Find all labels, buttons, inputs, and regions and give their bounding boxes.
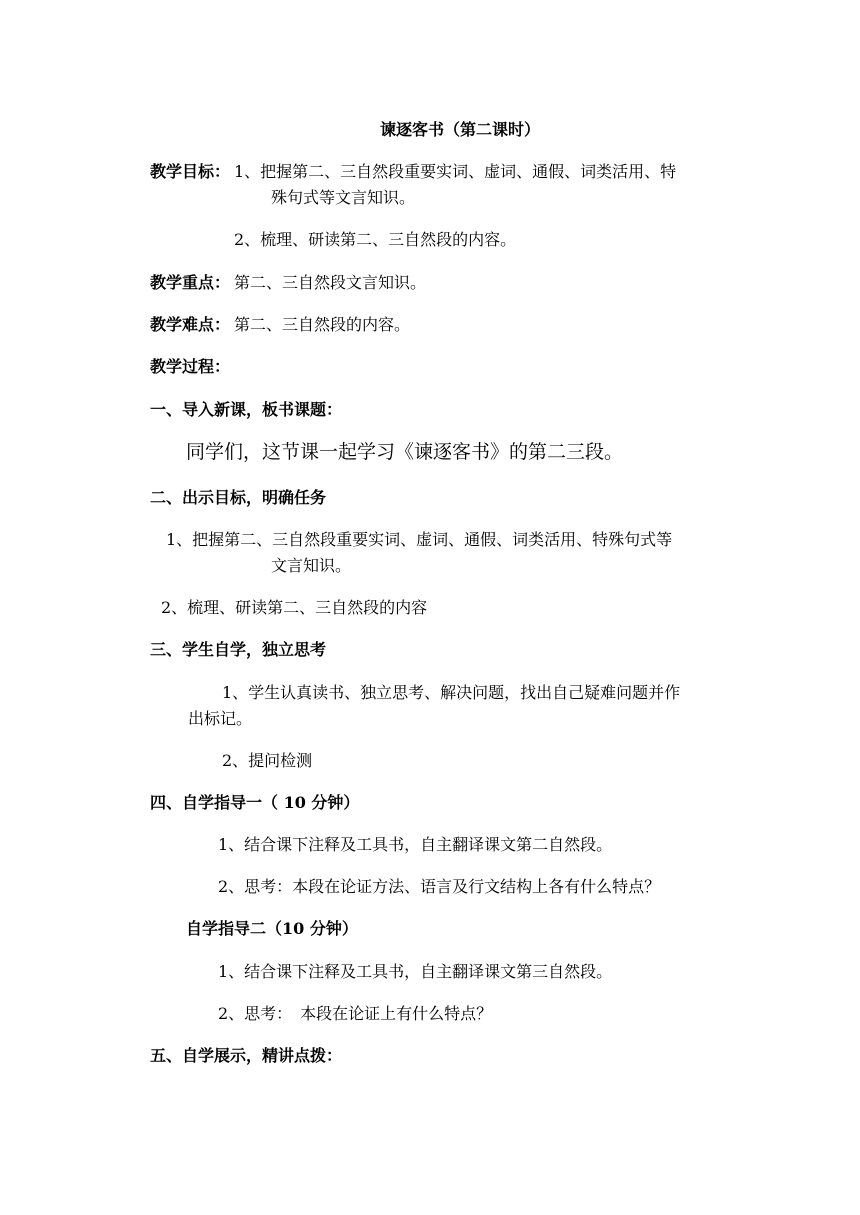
section-4-subheading: 自学指导二（10 分钟） [186,919,358,938]
objectives-label: 教学目标： [150,162,231,181]
objective-item-1-line-1: 1、把握第二、三自然段重要实词、虚词、通假、词类活用、特 [234,162,677,181]
document-title: 谏逐客书（第二课时） [380,120,541,139]
objective-item-1-line-2: 殊句式等文言知识。 [271,188,416,207]
section-4-heading: 四、自学指导一（ 10 分钟） [150,793,360,812]
key-points-text: 第二、三自然段文言知识。 [234,273,427,292]
section-2-item-1-line-2: 文言知识。 [271,556,352,575]
section-3-heading: 三、学生自学，独立思考 [150,640,327,659]
section-4-item-2: 2、思考：本段在论证方法、语言及行文结构上各有什么特点？ [218,877,661,896]
section-2-item-2: 2、梳理、研读第二、三自然段的内容 [161,598,428,617]
objective-item-2: 2、梳理、研读第二、三自然段的内容。 [234,230,517,249]
section-3-item-1-line-1: 1、学生认真读书、独立思考、解决问题，找出自己疑难问题并作 [222,683,681,702]
section-2-heading: 二、出示目标，明确任务 [150,488,327,507]
section-1-text: 同学们，这节课一起学习《谏逐客书》的第二三段。 [186,441,624,463]
section-4-sub-item-2: 2、思考： 本段在论证上有什么特点？ [218,1004,493,1023]
section-1-heading: 一、导入新课，板书课题： [150,400,343,419]
difficulties-label: 教学难点： [150,315,231,334]
section-2-item-1-line-1: 1、把握第二、三自然段重要实词、虚词、通假、词类活用、特殊句式等 [166,530,673,549]
process-label: 教学过程： [150,357,231,376]
section-4-item-1: 1、结合课下注释及工具书，自主翻译课文第二自然段。 [218,835,613,854]
section-4-sub-item-1: 1、结合课下注释及工具书，自主翻译课文第三自然段。 [218,962,613,981]
section-3-item-1-line-2: 出标记。 [188,709,253,728]
key-points-label: 教学重点： [150,273,231,292]
section-5-heading: 五、自学展示，精讲点拨： [150,1046,343,1065]
difficulties-text: 第二、三自然段的内容。 [234,315,411,334]
section-3-item-2: 2、提问检测 [222,751,313,770]
